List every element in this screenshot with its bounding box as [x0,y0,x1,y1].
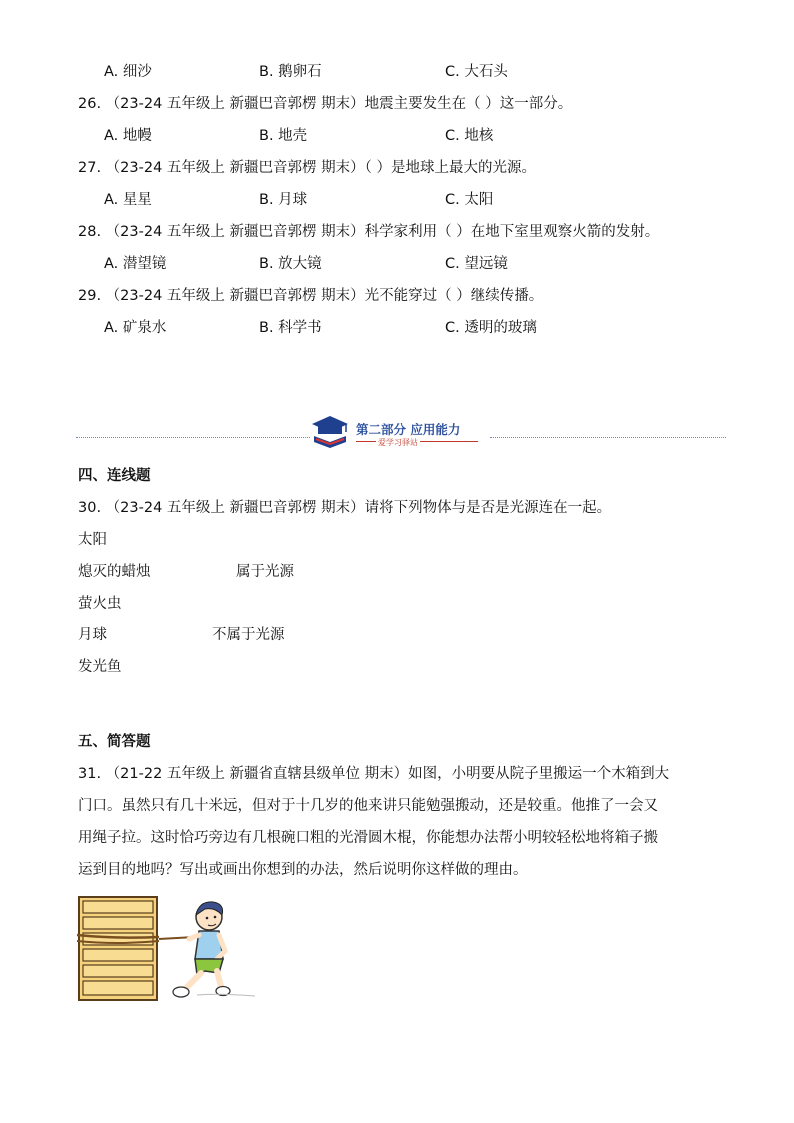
q29-option-b: B. 科学书 [259,320,322,336]
match-left-item: 太阳 [78,532,107,548]
q29-option-c: C. 透明的玻璃 [445,320,537,336]
match-left-item: 月球 [78,627,107,643]
banner-title: 第二部分 应用能力 [356,422,461,437]
q29-option-a: A. 矿泉水 [104,320,167,336]
q28-option-c: C. 望远镜 [445,256,508,272]
section4-heading: 四、连线题 [78,468,151,484]
banner-sub-line-left [356,441,376,442]
part-banner [308,412,490,452]
graduation-cap-icon [308,412,352,452]
banner-sub-line-right [420,441,478,442]
match-left-item: 熄灭的蜡烛 [78,564,151,580]
q26-option-b: B. 地壳 [259,128,308,144]
q28-option-b: B. 放大镜 [259,256,322,272]
q25-option-a: A. 细沙 [104,64,152,80]
q26-option-a: A. 地幔 [104,128,152,144]
match-right-item: 不属于光源 [212,627,285,643]
q26-stem: 26. （23-24 五年级上 新疆巴音郭楞 期末）地震主要发生在（ ）这一部分。 [78,96,573,112]
banner-subtitle: 爱学习驿站 [378,438,418,447]
q27-stem: 27. （23-24 五年级上 新疆巴音郭楞 期末）（ ）是地球上最大的光源。 [78,160,536,176]
q31-line: 门口。虽然只有几十米远，但对于十几岁的他来讲只能勉强搬动，还是较重。他推了一会又 [78,798,658,814]
q27-option-c: C. 太阳 [445,192,494,208]
q31-line: 31. （21-22 五年级上 新疆省直辖县级单位 期末）如图，小明要从院子里搬运一个木箱到大 [78,766,670,782]
match-left-item: 发光鱼 [78,659,122,675]
q28-stem: 28. （23-24 五年级上 新疆巴音郭楞 期末）科学家利用（ ）在地下室里观察火箭的发射。 [78,224,660,240]
q29-stem: 29. （23-24 五年级上 新疆巴音郭楞 期末）光不能穿过（ ）继续传播。 [78,288,544,304]
q26-option-c: C. 地核 [445,128,494,144]
q28-option-a: A. 潜望镜 [104,256,167,272]
q25-option-c: C. 大石头 [445,64,508,80]
q25-option-b: B. 鹅卵石 [259,64,322,80]
divider-right [490,437,726,438]
section5-heading: 五、简答题 [78,734,151,750]
q31-line: 运到目的地吗？写出或画出你想到的办法，然后说明你这样做的理由。 [78,862,528,878]
q31-line: 用绳子拉。这时恰巧旁边有几根碗口粗的光滑圆木棍，你能想办法帮小明较轻松地将箱子搬 [78,830,658,846]
match-left-item: 萤火虫 [78,596,122,612]
q30-stem: 30. （23-24 五年级上 新疆巴音郭楞 期末）请将下列物体与是否是光源连在一起。 [78,500,612,516]
divider-left [76,437,310,438]
match-right-item: 属于光源 [236,564,294,580]
boy-pulling-crate-illustration [77,895,257,1003]
q27-option-a: A. 星星 [104,192,152,208]
q27-option-b: B. 月球 [259,192,308,208]
